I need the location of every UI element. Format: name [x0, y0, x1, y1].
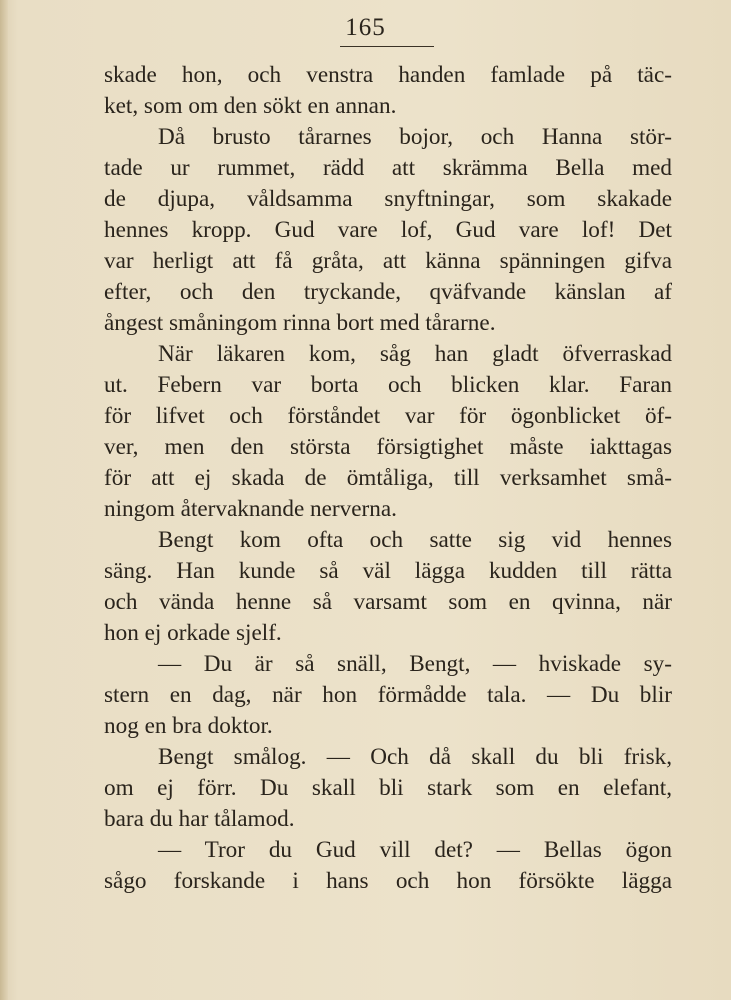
text-line: ut. Febern var borta och blicken klar. Faran [104, 372, 672, 398]
text-line: nog en bra doktor. [104, 713, 273, 739]
text-line: När läkaren kom, såg han gladt öfverraskad [158, 341, 672, 367]
text-line: — Tror du Gud vill det? — Bellas ögon [158, 837, 672, 863]
text-line: var herligt att få gråta, att känna spänningen gifva [104, 248, 672, 274]
text-line: ångest småningom rinna bort med tårarne. [104, 310, 496, 336]
text-line: för lifvet och förståndet var för ögonblicket öf- [104, 403, 672, 429]
body-text [104, 60, 672, 897]
text-line: tade ur rummet, rädd att skrämma Bella med [104, 155, 672, 181]
text-line: skade hon, och venstra handen famlade på täc- [104, 62, 672, 88]
header-rule [340, 46, 434, 47]
text-line: de djupa, våldsamma snyftningar, som skakade [104, 186, 672, 212]
page-number: 165 [345, 14, 386, 41]
text-line: bara du har tålamod. [104, 806, 295, 832]
text-line: efter, och den tryckande, qväfvande känslan af [104, 279, 672, 305]
text-line: och vända henne så varsamt som en qvinna, när [104, 589, 672, 615]
text-line: Bengt smålog. — Och då skall du bli frisk, [158, 744, 672, 770]
text-line: för att ej skada de ömtåliga, till verksamhet små- [104, 465, 672, 491]
text-line: säng. Han kunde så väl lägga kudden till rätta [104, 558, 672, 584]
text-line: Då brusto tårarnes bojor, och Hanna stör- [158, 124, 672, 150]
text-line: Bengt kom ofta och satte sig vid hennes [158, 527, 672, 553]
text-line: hennes kropp. Gud vare lof, Gud vare lof! Det [104, 217, 672, 243]
text-line: hon ej orkade sjelf. [104, 620, 282, 646]
text-line: stern en dag, när hon förmådde tala. — Du blir [104, 682, 672, 708]
text-line: ver, men den största försigtighet måste iakttagas [104, 434, 672, 460]
page-edge [0, 0, 8, 1000]
text-line: ningom återvaknande nerverna. [104, 496, 397, 522]
text-line: — Du är så snäll, Bengt, — hviskade sy- [158, 651, 672, 677]
text-line: ket, som om den sökt en annan. [104, 93, 397, 119]
text-line: sågo forskande i hans och hon försökte lägga [104, 868, 672, 894]
text-line: om ej förr. Du skall bli stark som en elefant, [104, 775, 672, 801]
